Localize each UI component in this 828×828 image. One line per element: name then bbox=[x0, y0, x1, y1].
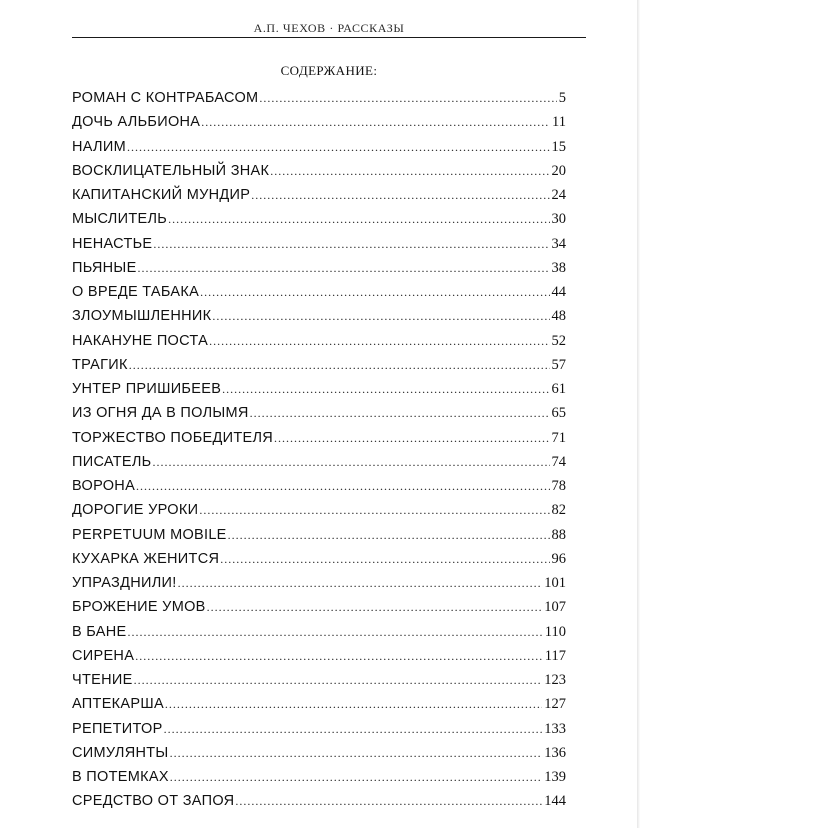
dot-leader bbox=[134, 673, 543, 688]
page-number: 127 bbox=[544, 696, 566, 713]
page-number: 82 bbox=[551, 502, 566, 519]
entry-title: ТОРЖЕСТВО ПОБЕДИТЕЛЯ bbox=[72, 429, 274, 446]
page-number: 144 bbox=[544, 793, 566, 810]
toc-entry bbox=[72, 163, 566, 187]
toc-entry bbox=[72, 575, 566, 599]
page-number: 74 bbox=[551, 453, 566, 470]
toc-entry bbox=[72, 114, 566, 138]
page-number: 71 bbox=[551, 429, 566, 446]
toc-entry bbox=[72, 284, 566, 308]
toc-entry bbox=[72, 478, 566, 502]
dot-leader bbox=[222, 382, 549, 397]
page-number: 133 bbox=[544, 720, 566, 737]
toc-entry bbox=[72, 745, 566, 769]
page-number: 96 bbox=[551, 550, 566, 567]
toc-entry bbox=[72, 551, 566, 575]
dot-leader bbox=[270, 164, 549, 179]
dot-leader bbox=[164, 722, 543, 737]
entry-title: ЧТЕНИЕ bbox=[72, 672, 133, 688]
dot-leader bbox=[129, 358, 550, 373]
page-number: 15 bbox=[551, 138, 566, 155]
toc-entry bbox=[72, 90, 566, 114]
entry-title: КУХАРКА ЖЕНИТСЯ bbox=[72, 550, 220, 567]
dot-leader bbox=[199, 503, 549, 518]
entry-title: МЫСЛИТЕЛЬ bbox=[72, 211, 168, 228]
page-number: 139 bbox=[544, 769, 566, 785]
dot-leader bbox=[170, 770, 542, 785]
page-number: 48 bbox=[551, 308, 566, 325]
page-number: 5 bbox=[558, 90, 566, 106]
toc-entry bbox=[72, 599, 566, 623]
dot-leader bbox=[128, 625, 543, 640]
entry-title: ПИСАТЕЛЬ bbox=[72, 453, 152, 470]
entry-title: РЕПЕТИТОР bbox=[72, 720, 163, 737]
entry-title: БРОЖЕНИЕ УМОВ bbox=[72, 599, 206, 616]
entry-title: АПТЕКАРША bbox=[72, 696, 164, 713]
dot-leader bbox=[200, 285, 549, 300]
dot-leader bbox=[135, 649, 543, 664]
page-number: 20 bbox=[551, 162, 566, 179]
dot-leader bbox=[235, 794, 542, 809]
toc-entry bbox=[72, 357, 566, 381]
dot-leader bbox=[209, 334, 549, 349]
dot-leader bbox=[220, 552, 549, 567]
dot-leader bbox=[170, 746, 543, 761]
page-number: 88 bbox=[551, 526, 566, 543]
entry-title: СРЕДСТВО ОТ ЗАПОЯ bbox=[72, 793, 235, 810]
dot-leader bbox=[168, 212, 549, 227]
dot-leader bbox=[274, 431, 549, 446]
toc-entry bbox=[72, 260, 566, 284]
dot-leader bbox=[259, 91, 556, 106]
entry-title: ВОСКЛИЦАТЕЛЬНЫЙ ЗНАК bbox=[72, 162, 270, 179]
entry-title: НАЛИМ bbox=[72, 138, 126, 155]
entry-title: ПЬЯНЫЕ bbox=[72, 259, 137, 276]
page-number: 57 bbox=[551, 356, 566, 373]
page-edge-shadow bbox=[637, 0, 640, 828]
entry-title: СИРЕНА bbox=[72, 647, 135, 664]
page-number: 107 bbox=[544, 599, 566, 616]
entry-title: ВОРОНА bbox=[72, 478, 136, 494]
entry-title: ДОРОГИЕ УРОКИ bbox=[72, 502, 199, 519]
entry-title: ДОЧЬ АЛЬБИОНА bbox=[72, 114, 201, 131]
page-number: 61 bbox=[551, 381, 566, 397]
dot-leader bbox=[136, 479, 549, 494]
toc-entry bbox=[72, 211, 566, 235]
page-number: 117 bbox=[544, 647, 566, 664]
entry-title: ТРАГИК bbox=[72, 356, 128, 373]
page-number: 110 bbox=[544, 623, 566, 640]
page-number: 30 bbox=[551, 211, 566, 228]
toc-entry bbox=[72, 793, 566, 817]
page-number: 123 bbox=[544, 672, 566, 688]
page-number: 78 bbox=[551, 478, 566, 494]
dot-leader bbox=[127, 140, 550, 155]
dot-leader bbox=[165, 697, 542, 712]
toc-entry bbox=[72, 624, 566, 648]
entry-title: PERPETUUM MOBILE bbox=[72, 526, 227, 543]
toc-entry bbox=[72, 696, 566, 720]
page-number: 38 bbox=[551, 259, 566, 276]
toc-entry bbox=[72, 769, 566, 793]
page-number: 52 bbox=[551, 332, 566, 349]
dot-leader bbox=[212, 309, 549, 324]
toc-entry bbox=[72, 139, 566, 163]
entry-title: О ВРЕДЕ ТАБАКА bbox=[72, 284, 200, 300]
entry-title: В БАНЕ bbox=[72, 623, 127, 640]
dot-leader bbox=[153, 455, 550, 470]
header-rule bbox=[72, 37, 586, 38]
toc-entry bbox=[72, 405, 566, 429]
toc-entry bbox=[72, 527, 566, 551]
toc-entry bbox=[72, 648, 566, 672]
toc-entry bbox=[72, 721, 566, 745]
page-number: 24 bbox=[551, 187, 566, 203]
page-number: 34 bbox=[551, 235, 566, 252]
dot-leader bbox=[250, 406, 550, 421]
page-number: 11 bbox=[552, 114, 566, 131]
page-number: 65 bbox=[551, 405, 566, 422]
dot-leader bbox=[228, 528, 550, 543]
toc-entry bbox=[72, 381, 566, 405]
toc-entry bbox=[72, 236, 566, 260]
page-number: 136 bbox=[544, 744, 566, 761]
entry-title: РОМАН С КОНТРАБАСОМ bbox=[72, 90, 259, 106]
toc-entry bbox=[72, 672, 566, 696]
dot-leader bbox=[251, 188, 549, 203]
dot-leader bbox=[178, 576, 543, 591]
toc-entry bbox=[72, 333, 566, 357]
entry-title: НАКАНУНЕ ПОСТА bbox=[72, 332, 209, 349]
entry-title: УНТЕР ПРИШИБЕЕВ bbox=[72, 381, 222, 397]
page-number: 101 bbox=[544, 575, 566, 591]
dot-leader bbox=[153, 237, 549, 252]
running-head: А.П. ЧЕХОВ · РАССКАЗЫ bbox=[253, 21, 405, 35]
dot-leader bbox=[138, 261, 550, 276]
entry-title: СИМУЛЯНТЫ bbox=[72, 744, 169, 761]
entry-title: ЗЛОУМЫШЛЕННИК bbox=[72, 308, 212, 325]
entry-title: КАПИТАНСКИЙ МУНДИР bbox=[72, 187, 251, 203]
toc-entry bbox=[72, 308, 566, 332]
entry-title: ИЗ ОГНЯ ДА В ПОЛЫМЯ bbox=[72, 405, 249, 422]
toc-entry bbox=[72, 454, 566, 478]
table-of-contents bbox=[72, 90, 566, 818]
toc-entry bbox=[72, 187, 566, 211]
entry-title: В ПОТЕМКАХ bbox=[72, 769, 169, 785]
entry-title: УПРАЗДНИЛИ! bbox=[72, 575, 177, 591]
entry-title: НЕНАСТЬЕ bbox=[72, 235, 153, 252]
toc-title: СОДЕРЖАНИЕ: bbox=[280, 63, 378, 78]
toc-entry bbox=[72, 430, 566, 454]
toc-entry bbox=[72, 502, 566, 526]
dot-leader bbox=[207, 600, 543, 615]
page-number: 44 bbox=[551, 284, 566, 300]
dot-leader bbox=[201, 115, 550, 130]
